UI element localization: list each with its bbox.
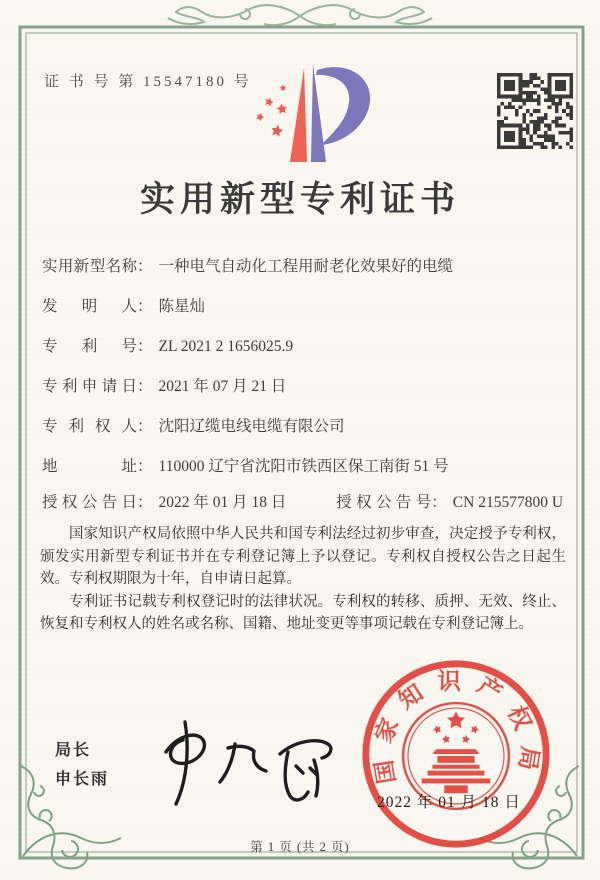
field-value: 110000 辽宁省沈阳市铁西区保工南街 51 号	[158, 458, 449, 475]
page-number: 第 1 页 (共 2 页)	[250, 840, 350, 854]
seal-date: 2022 年 01 月 18 日	[377, 794, 521, 811]
field-patentee	[42, 414, 574, 436]
legal-text	[40, 523, 566, 636]
official-seal	[358, 656, 554, 852]
certificate-number: 证 书 号 第 15547180 号	[44, 74, 252, 90]
signer-block	[55, 736, 109, 794]
field-colon: ：	[137, 338, 153, 355]
field-value: ZL 2021 2 1656025.9	[158, 338, 294, 355]
field-grant-row	[42, 490, 574, 512]
field-label: 地址	[42, 458, 137, 475]
field-label: 授权公告号	[336, 494, 432, 511]
signer-role: 局长	[55, 742, 92, 759]
cnipa-logo-icon	[233, 58, 373, 170]
field-value: 一种电气自动化工程用耐老化效果好的电缆	[158, 258, 454, 275]
field-grant-number	[336, 494, 563, 511]
certificate-title: 实用新型专利证书	[139, 180, 460, 219]
seal-text: 国家知识产权局	[368, 667, 544, 786]
dragon-scroll-ornament	[168, 5, 432, 25]
signature	[138, 708, 338, 813]
field-label: 发明人	[42, 298, 137, 315]
field-colon: ：	[137, 494, 153, 511]
field-value: 沈阳辽缆电线电缆有限公司	[158, 418, 345, 435]
field-colon: ：	[431, 494, 447, 511]
field-label: 授权公告日	[42, 494, 137, 511]
field-value: 陈星灿	[158, 298, 206, 315]
field-label: 专利号	[42, 338, 137, 355]
field-colon: ：	[137, 258, 153, 275]
field-label: 实用新型名称	[42, 258, 137, 275]
legal-paragraph-2: 专利证书记载专利权登记时的法律状况。专利权的转移、质押、无效、终止、恢复和专利权人的姓名或名称、国籍、地址变更等事项记载在专利登记簿上。	[40, 593, 566, 632]
field-filing-date	[42, 374, 574, 396]
field-colon: ：	[137, 298, 153, 315]
legal-paragraph-1: 国家知识产权局依照中华人民共和国专利法经过初步审查，决定授予专利权，颁发实用新型专利证书并在专利登记簿上予以登记。专利权自授权公告之日起生效。专利权期限为十年，自申请日起算。	[40, 526, 566, 587]
field-label: 专利权人	[42, 418, 137, 435]
field-inventor	[42, 294, 574, 316]
field-colon: ：	[137, 378, 153, 395]
field-value: 2021 年 07 月 21 日	[158, 378, 287, 395]
field-colon: ：	[137, 458, 153, 475]
signer-name: 申长雨	[55, 771, 110, 788]
field-utility-model-name	[42, 254, 574, 276]
qr-code	[497, 73, 573, 149]
field-value: CN 215577800 U	[452, 494, 564, 511]
field-value: 2022 年 01 月 18 日	[158, 494, 287, 511]
field-label: 专利申请日	[42, 378, 137, 395]
field-grant-date	[42, 494, 290, 511]
field-patent-number	[42, 334, 574, 356]
field-address	[42, 454, 574, 476]
field-colon: ：	[137, 418, 153, 435]
